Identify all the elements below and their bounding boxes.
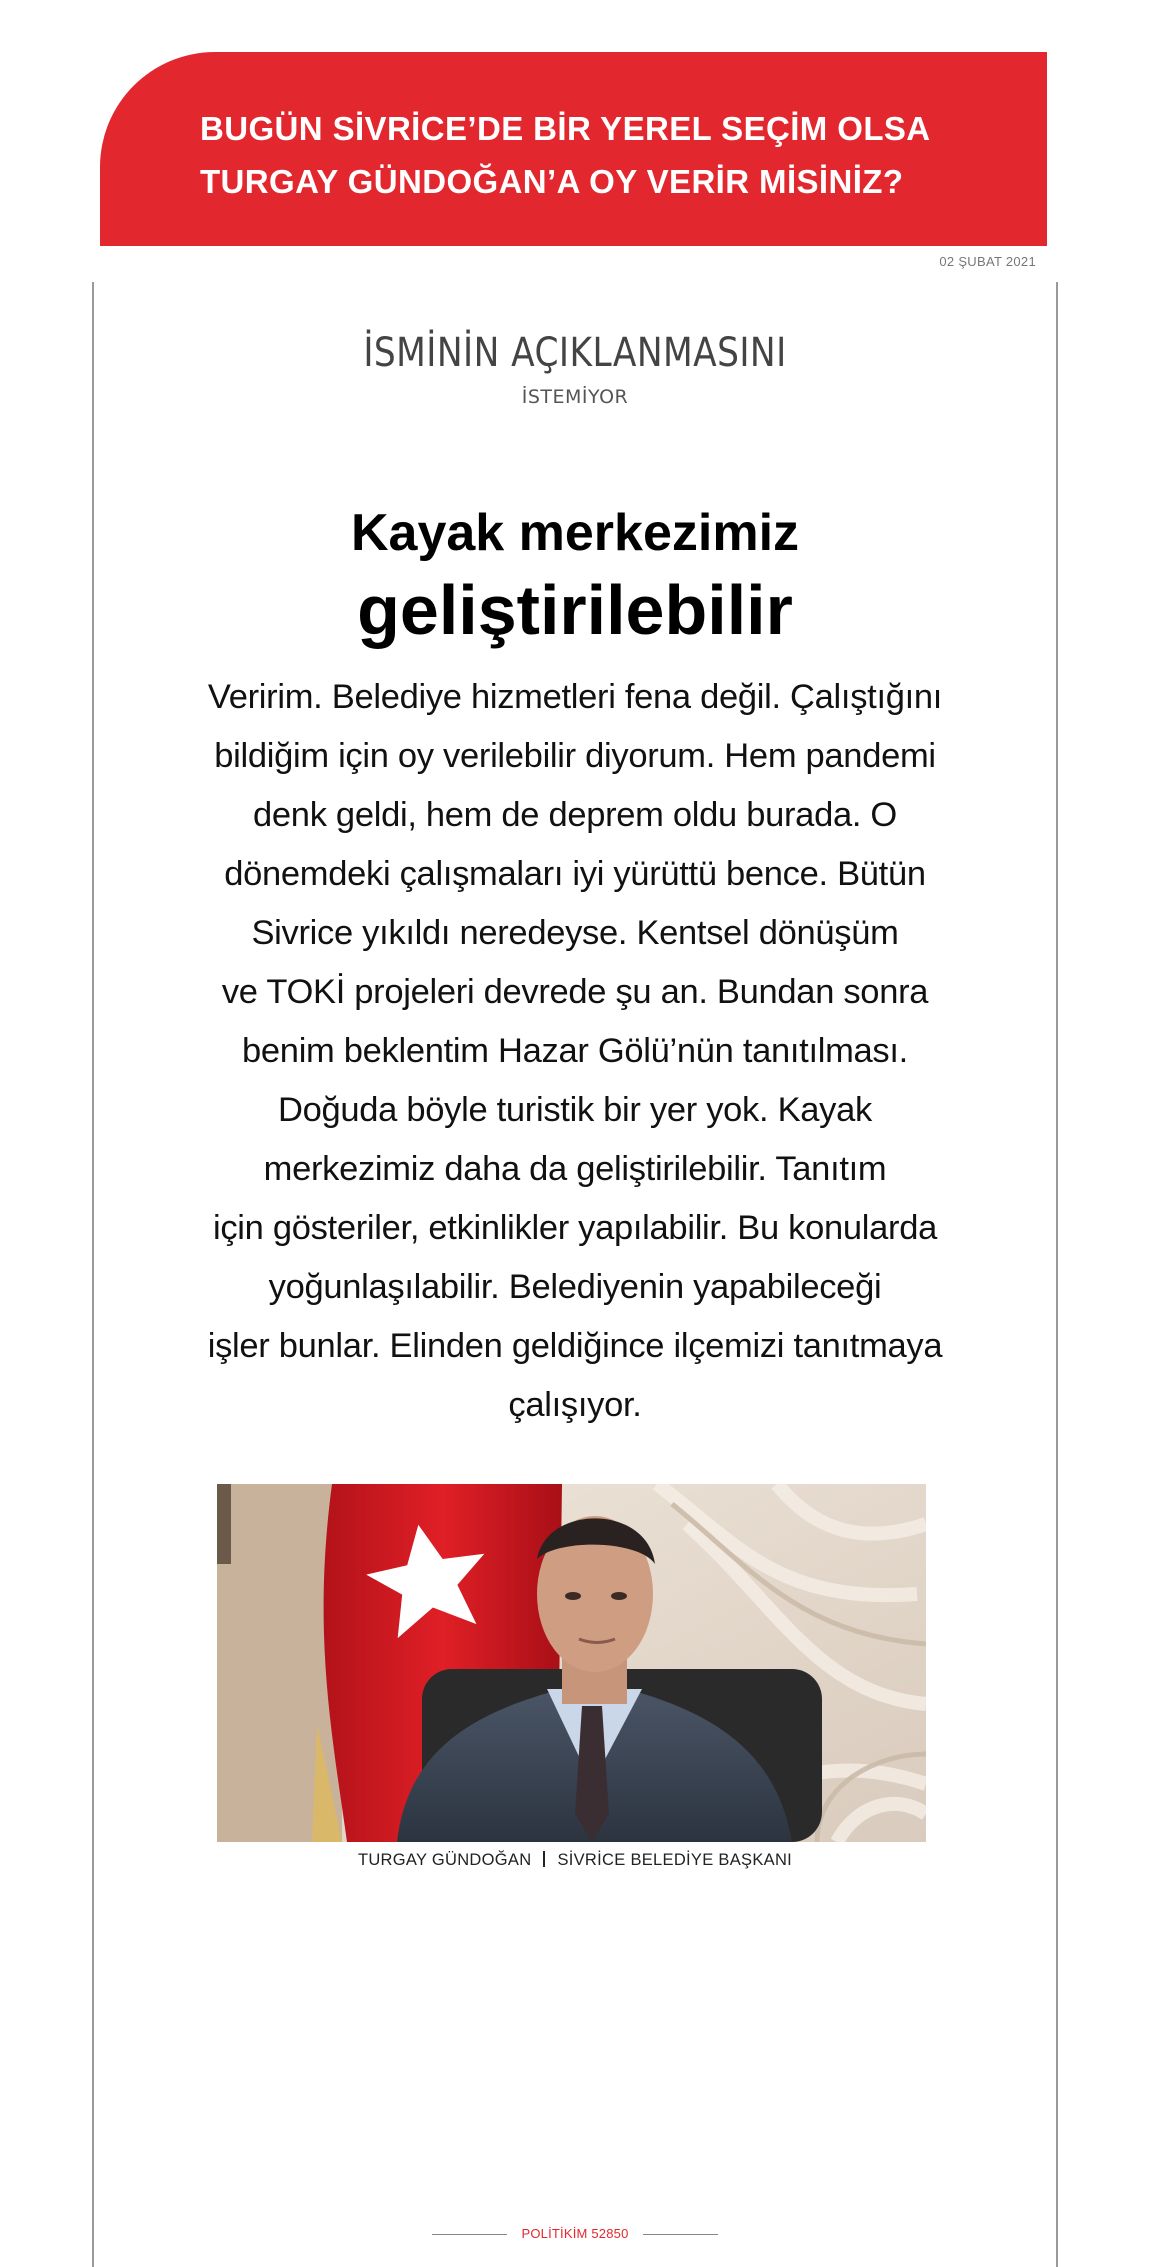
quote-body-line: denk geldi, hem de deprem oldu burada. O <box>253 796 897 834</box>
caption-person-name: TURGAY GÜNDOĞAN <box>357 1851 532 1869</box>
quote-body-line: Sivrice yıkıldı neredeyse. Kentsel dönüşüm <box>251 914 899 952</box>
footer-rule-left <box>432 2234 507 2235</box>
mayor-portrait-photo <box>217 1484 926 1842</box>
page-footer <box>0 2226 1150 2241</box>
portrait-illustration <box>217 1484 926 1842</box>
quote-body-line: merkezimiz daha da geliştirilebilir. Tanıtım <box>263 1150 887 1188</box>
footer-page-label: POLİTİKİM 52850 <box>521 2226 629 2241</box>
quote-body-line: çalışıyor. <box>508 1386 642 1424</box>
publish-date: 02 ŞUBAT 2021 <box>939 254 1036 269</box>
quote-headline-line-2: geliştirilebilir <box>357 571 793 649</box>
quote-body-line: Veririm. Belediye hizmetleri fena değil. Çalıştığını <box>207 678 943 716</box>
footer-rule-right <box>643 2234 718 2235</box>
caption-person-title: SİVRİCE BELEDİYE BAŞKANI <box>557 1851 793 1869</box>
quote-body-line: için gösteriler, etkinlikler yapılabilir. Bu konularda <box>212 1209 937 1247</box>
quote-body-line: benim beklentim Hazar Gölü’nün tanıtılması. <box>242 1032 908 1070</box>
quote-body-line: yoğunlaşılabilir. Belediyenin yapabileceği <box>268 1268 882 1306</box>
quote-headline-line-1: Kayak merkezimiz <box>350 504 800 562</box>
quote-body-line: Doğuda böyle turistik bir yer yok. Kayak <box>278 1091 872 1129</box>
banner-question-line-2: TURGAY GÜNDOĞAN’A OY VERİR MİSİNİZ? <box>200 163 904 200</box>
quote-body-line: bildiğim için oy verilebilir diyorum. Hem pandemi <box>214 737 936 775</box>
caption-separator <box>543 1851 545 1867</box>
banner-question-line-1: BUGÜN SİVRİCE’DE BİR YEREL SEÇİM OLSA <box>200 110 931 147</box>
respondent-subtitle: İSTEMİYOR <box>521 386 629 408</box>
respondent-name: İSMİNİN AÇIKLANMASINI <box>363 330 787 376</box>
quote-body <box>200 668 950 1435</box>
quote-body-line: ve TOKİ projeleri devrede şu an. Bundan sonra <box>221 973 929 1011</box>
headline-banner <box>100 52 1047 246</box>
quote-body-line: işler bunlar. Elinden geldiğince ilçemizi tanıtmaya <box>207 1327 943 1365</box>
quote-body-line: dönemdeki çalışmaları iyi yürüttü bence. Bütün <box>224 855 926 893</box>
photo-caption <box>0 1851 1150 1870</box>
